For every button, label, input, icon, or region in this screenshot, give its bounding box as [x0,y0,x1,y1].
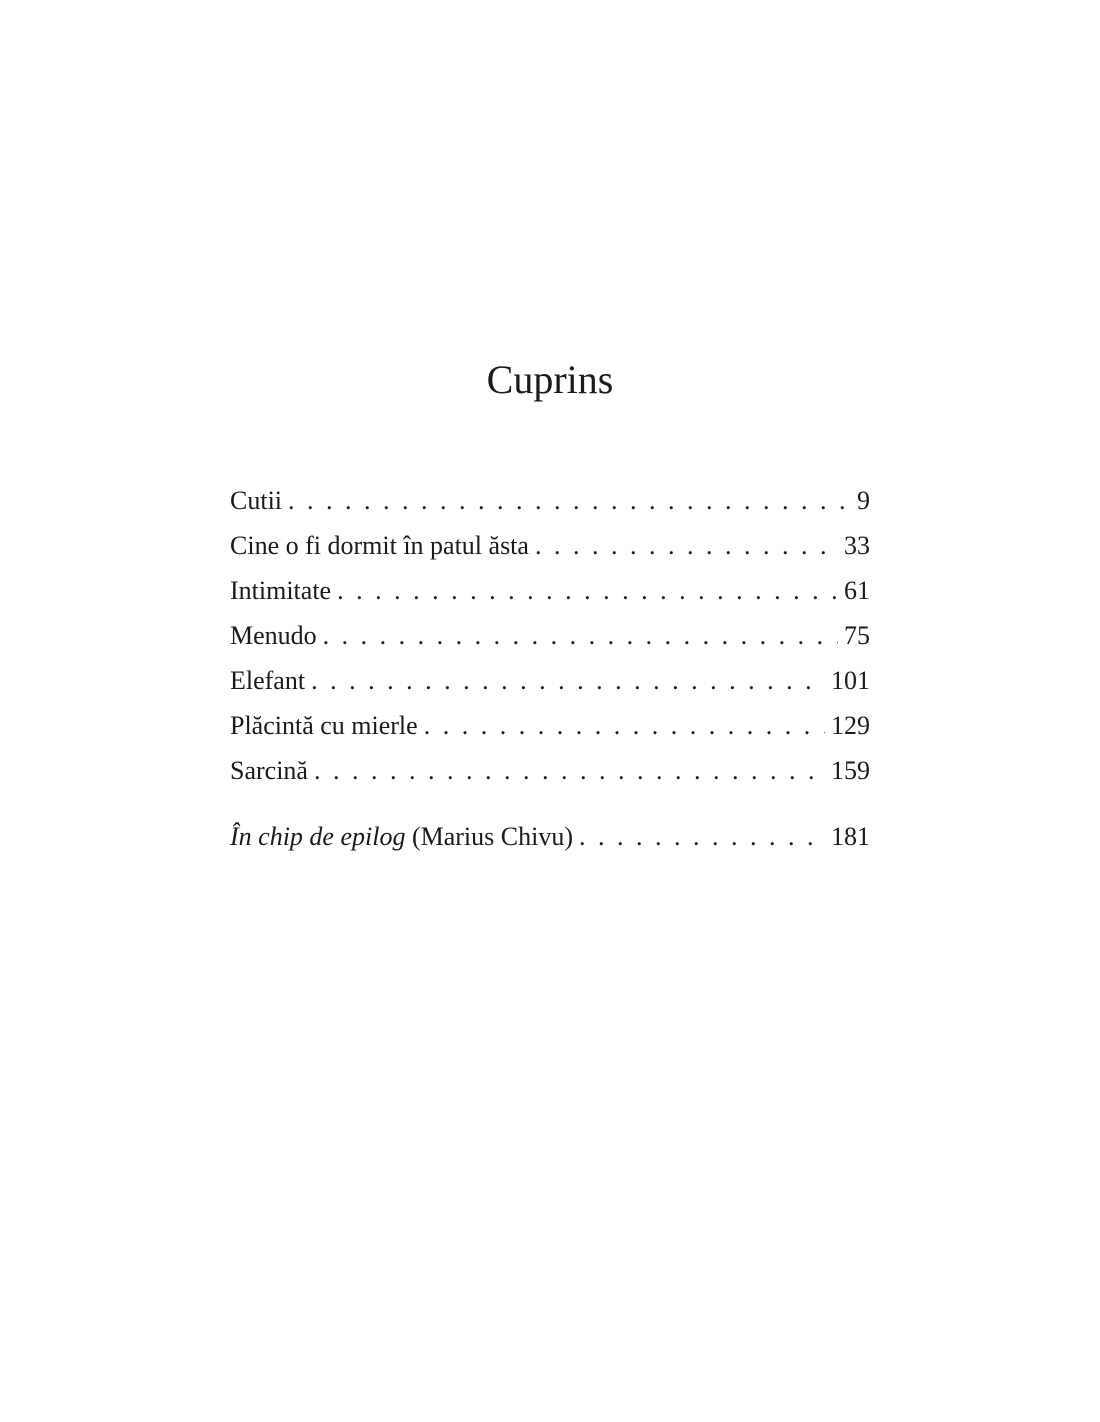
dot-leader [535,523,838,568]
toc-epilog-title [230,814,573,859]
toc-entry [230,478,870,523]
toc-entry-epilog [230,814,870,859]
toc-entry-page: 159 [831,756,870,785]
toc-entry [230,748,870,793]
toc-entry-title: Cine o fi dormit în patul ăsta [230,531,529,560]
dot-leader [288,478,851,523]
epilog-italic-title: În chip de epilog [230,822,406,851]
toc-entry-page: 61 [844,576,870,605]
dot-leader [314,748,825,793]
toc-entry-page: 129 [831,711,870,740]
toc-entry [230,613,870,658]
toc-entry-title: Cutii [230,486,283,515]
page-title: Cuprins [486,357,614,402]
toc-entry-page: 9 [857,486,870,515]
epilog-author: (Marius Chivu) [411,822,573,851]
dot-leader [337,568,838,613]
dot-leader [579,814,825,859]
toc-entry [230,568,870,613]
dot-leader [424,703,825,748]
toc-entry [230,523,870,568]
toc-entry-page: 181 [831,822,870,851]
toc-entry-title: Sarcină [230,756,308,785]
table-of-contents [230,478,870,859]
toc-entry-page: 101 [831,666,870,695]
toc-entry-title: Plăcintă cu mierle [230,711,418,740]
toc-entry-page: 33 [844,531,870,560]
dot-leader [311,658,825,703]
toc-entry [230,703,870,748]
dot-leader [323,613,838,658]
toc-entry [230,658,870,703]
toc-entry-title: Intimitate [230,576,332,605]
toc-entry-title: Elefant [230,666,306,695]
toc-entry-page: 75 [844,621,870,650]
toc-entry-title: Menudo [230,621,317,650]
